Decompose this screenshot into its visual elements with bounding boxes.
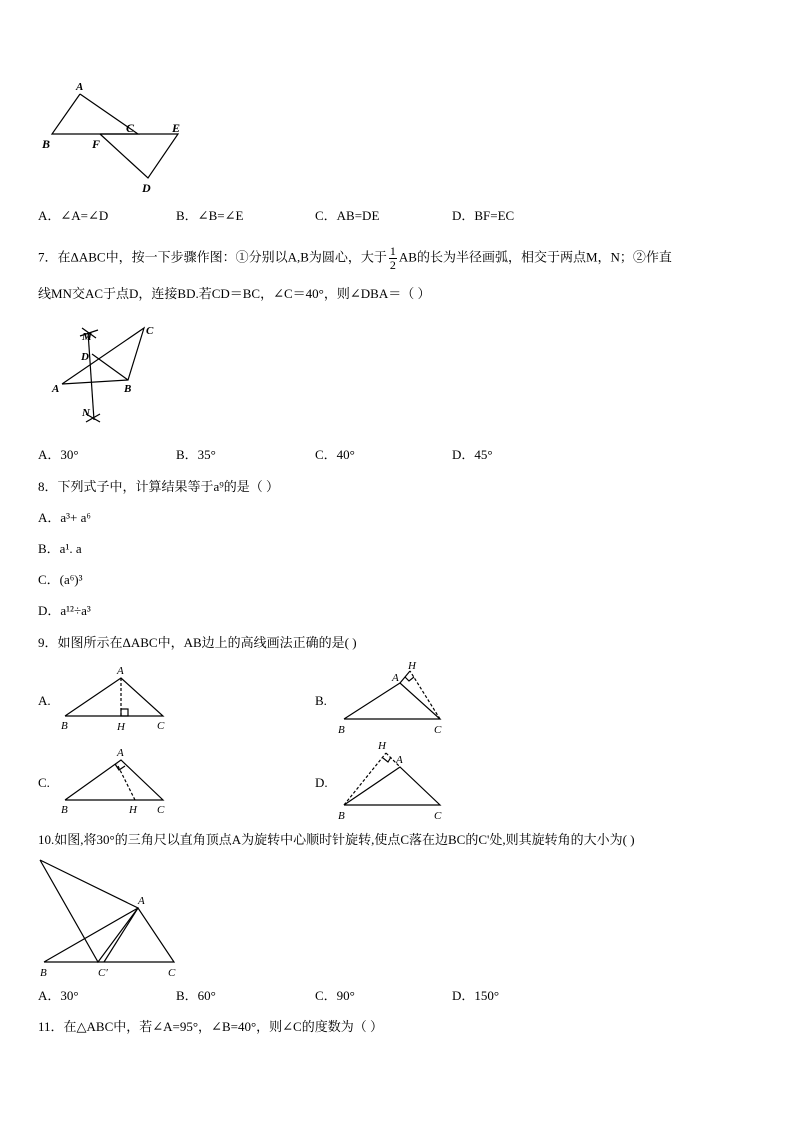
label-B: B xyxy=(61,804,68,816)
label-C: C xyxy=(168,967,176,979)
q9-option-c-letter[interactable]: C. xyxy=(38,775,50,790)
q7-stem-line1 xyxy=(38,245,672,272)
q9-figure-c[interactable] xyxy=(55,742,180,818)
segment-bd xyxy=(92,354,128,380)
label-B: B xyxy=(124,383,132,395)
q7-stem-pre: 7．在ΔABC中，按一下步骤作图：①分别以A,B为圆心，大于 xyxy=(38,249,387,265)
fraction-numerator: 1 xyxy=(389,244,396,258)
q10-stem: 10.如图,将30°的三角尺以直角顶点A为旋转中心顺时针旋转,使点C落在边BC的C'处,则其旋转角的大小为( ) xyxy=(38,832,635,847)
label-H: H xyxy=(117,721,125,733)
q7-stem-post: AB的长为半径画弧，相交于两点M，N；②作直 xyxy=(398,249,672,265)
label-A: A xyxy=(138,895,145,907)
segment-ac1 xyxy=(104,908,138,962)
label-H: H xyxy=(408,660,416,672)
label-M: M xyxy=(82,331,92,343)
q7-option-b[interactable]: B．35° xyxy=(176,447,216,462)
q9-figure-d[interactable] xyxy=(330,737,455,821)
label-B: B xyxy=(338,724,345,736)
label-A: A xyxy=(117,665,124,677)
q10-option-a[interactable]: A．30° xyxy=(38,988,79,1003)
q10-option-c[interactable]: C．90° xyxy=(315,988,355,1003)
fraction-one-half xyxy=(389,245,397,272)
label-B: B xyxy=(40,967,47,979)
q9-figure-a[interactable] xyxy=(55,660,180,735)
label-D: D xyxy=(142,181,151,195)
figure-q6 xyxy=(38,78,198,198)
label-A: A xyxy=(396,754,403,766)
figure-q10 xyxy=(34,852,184,982)
label-C: C xyxy=(146,325,154,337)
label-E: E xyxy=(172,121,181,135)
label-B: B xyxy=(338,810,345,821)
q6-option-d[interactable]: D．BF=EC xyxy=(452,208,515,223)
label-C1: C′ xyxy=(98,967,108,979)
q8-option-d[interactable]: D．a¹²÷a³ xyxy=(38,603,91,618)
label-C: C xyxy=(126,121,135,135)
q8-stem: 8．下列式子中，计算结果等于a⁹的是（ ） xyxy=(38,479,280,494)
label-C: C xyxy=(434,724,442,736)
figure-q7 xyxy=(48,322,168,432)
triangle-def xyxy=(100,134,178,178)
label-A: A xyxy=(76,81,84,93)
label-N: N xyxy=(82,407,90,419)
q7-option-a[interactable]: A．30° xyxy=(38,447,79,462)
label-B: B xyxy=(42,137,51,151)
q9-option-b-letter[interactable]: B. xyxy=(315,693,327,708)
q9-figure-b[interactable] xyxy=(330,657,455,739)
q8-option-a[interactable]: A．a³+ a⁶ xyxy=(38,510,91,525)
label-C: C xyxy=(157,804,165,816)
label-D: D xyxy=(81,351,89,363)
label-A: A xyxy=(392,672,399,684)
label-H: H xyxy=(129,804,137,816)
q8-option-b[interactable]: B．a¹. a xyxy=(38,541,82,556)
q11-stem: 11．在△ABC中，若∠A=95°，∠B=40°，则∠C的度数为（ ） xyxy=(38,1019,383,1034)
q6-option-c[interactable]: C．AB=DE xyxy=(315,208,380,223)
q6-option-a[interactable]: A．∠A=∠D xyxy=(38,208,109,223)
q7-stem-line2: 线MN交AC于点D，连接BD.若CD＝BC，∠C＝40°，则∠DBA＝（ ） xyxy=(38,286,431,301)
label-A: A xyxy=(52,383,60,395)
q10-option-b[interactable]: B．60° xyxy=(176,988,216,1003)
q10-option-d[interactable]: D．150° xyxy=(452,988,500,1003)
q6-option-b[interactable]: B．∠B=∠E xyxy=(176,208,244,223)
q9-option-d-letter[interactable]: D. xyxy=(315,775,328,790)
q9-stem: 9．如图所示在ΔABC中，AB边上的高线画法正确的是( ) xyxy=(38,635,357,650)
label-C: C xyxy=(434,810,442,821)
label-C: C xyxy=(157,720,165,732)
rotated-triangle xyxy=(40,860,138,962)
label-H: H xyxy=(378,740,386,752)
q9-option-a-letter[interactable]: A. xyxy=(38,693,51,708)
fraction-denominator: 2 xyxy=(389,258,396,272)
triangle-abc xyxy=(62,328,144,384)
q7-option-c[interactable]: C．40° xyxy=(315,447,355,462)
q8-option-c[interactable]: C．(a⁶)³ xyxy=(38,572,83,587)
label-F: F xyxy=(92,137,101,151)
q7-option-d[interactable]: D．45° xyxy=(452,447,493,462)
label-B: B xyxy=(61,720,68,732)
label-A: A xyxy=(117,747,124,759)
